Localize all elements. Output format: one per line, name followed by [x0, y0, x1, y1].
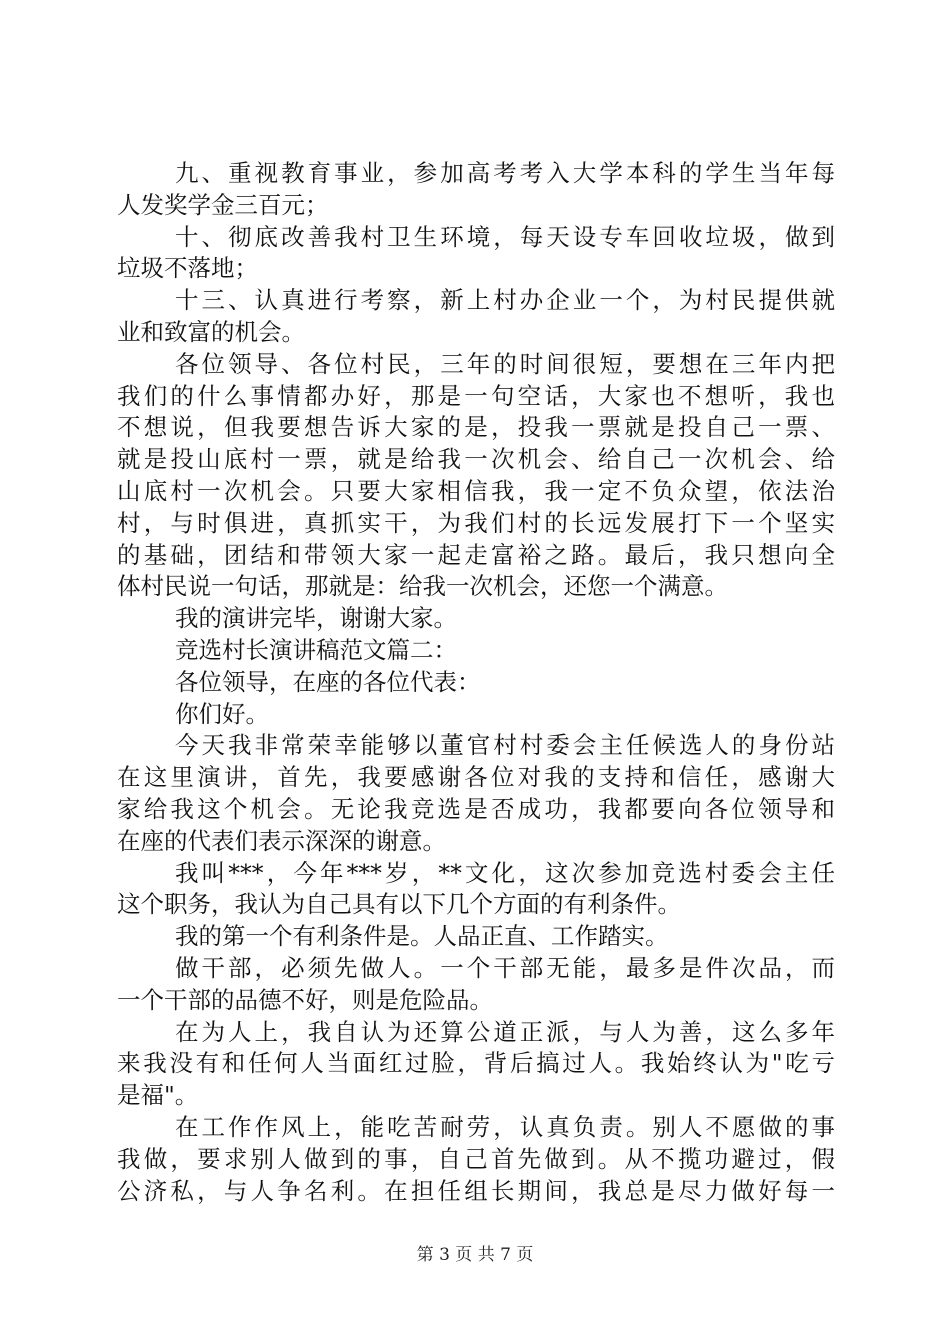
text-line: 体村民说一句话，那就是：给我一次机会，还您一个满意。 — [117, 572, 728, 601]
text-line: 家给我这个机会。无论我竞选是否成功，我都要向各位领导和 — [117, 794, 835, 823]
text-line: 我们的什么事情都办好，那是一句空话，大家也不想听，我也 — [117, 381, 835, 410]
text-line: 十三、认真进行考察，新上村办企业一个，为村民提供就 — [175, 286, 835, 315]
text-line: 公济私，与人争名利。在担任组长期间，我总是尽力做好每一 — [117, 1176, 835, 1205]
text-line: 各位领导，在座的各位代表： — [175, 667, 481, 696]
text-line: 人发奖学金三百元； — [117, 190, 329, 219]
text-line: 九、重视教育事业，参加高考考入大学本科的学生当年每 — [175, 159, 835, 187]
body-text — [117, 158, 835, 1207]
text-line: 你们好。 — [175, 699, 269, 728]
text-line: 不想说，但我要想告诉大家的是，投我一票就是投自己一票、 — [117, 413, 835, 442]
text-line: 山底村一次机会。只要大家相信我，我一定不负众望，依法治 — [117, 476, 835, 505]
text-line: 来我没有和任何人当面红过脸，背后搞过人。我始终认为"吃亏 — [117, 1049, 835, 1078]
text-line: 是福"。 — [117, 1081, 199, 1110]
text-line: 就是投山底村一票，就是给我一次机会、给自己一次机会、给 — [117, 445, 835, 474]
text-line: 我的第一个有利条件是。人品正直、工作踏实。 — [175, 922, 669, 951]
text-line: 这个职务，我认为自己具有以下几个方面的有利条件。 — [117, 890, 681, 919]
text-line: 各位领导、各位村民，三年的时间很短，要想在三年内把 — [175, 349, 835, 378]
text-line: 一个干部的品德不好，则是危险品。 — [117, 985, 493, 1014]
text-line: 在座的代表们表示深深的谢意。 — [117, 826, 446, 855]
text-line: 我的演讲完毕，谢谢大家。 — [175, 604, 457, 633]
text-line: 垃圾不落地； — [117, 254, 258, 283]
text-line: 今天我非常荣幸能够以董官村村委会主任候选人的身份站 — [175, 731, 835, 760]
text-line: 十、彻底改善我村卫生环境，每天设专车回收垃圾，做到 — [175, 222, 835, 251]
text-line: 业和致富的机会。 — [117, 317, 305, 346]
text-line: 我叫***，今年***岁，**文化，这次参加竞选村委会主任 — [175, 858, 835, 887]
text-line: 在这里演讲，首先，我要感谢各位对我的支持和信任，感谢大 — [117, 763, 835, 792]
text-line: 我做，要求别人做到的事，自己首先做到。从不揽功避过，假 — [117, 1144, 835, 1173]
text-line: 在为人上，我自认为还算公道正派，与人为善，这么多年 — [175, 1017, 835, 1046]
text-line: 在工作作风上，能吃苦耐劳，认真负责。别人不愿做的事 — [175, 1112, 835, 1141]
text-line: 村，与时俱进，真抓实干，为我们村的长远发展打下一个坚实 — [117, 508, 835, 537]
text-line: 竞选村长演讲稿范文篇二： — [175, 635, 457, 664]
text-line: 的基础，团结和带领大家一起走富裕之路。最后，我只想向全 — [117, 540, 835, 569]
page-footer: 第 3 页 共 7 页 — [416, 1245, 534, 1265]
text-line: 做干部，必须先做人。一个干部无能，最多是件次品，而 — [175, 953, 835, 982]
